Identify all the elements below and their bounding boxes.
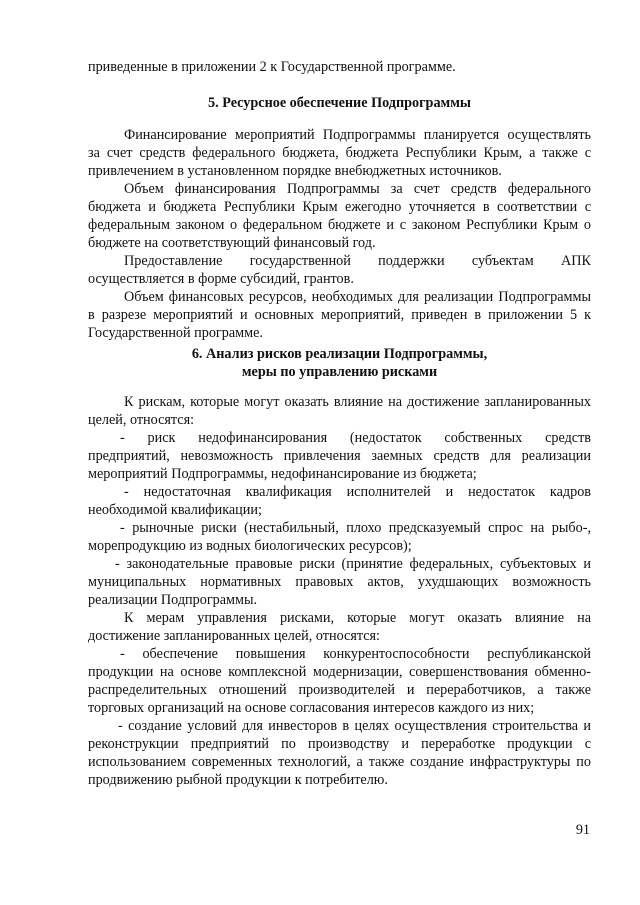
text-line: бюджете на соответствующий финансовый год. xyxy=(88,235,376,251)
text-line: - риск недофинансирования (недостаток собственных средств xyxy=(120,430,591,446)
text-line: распределительных отношений производителей и переработчиков, а также xyxy=(88,682,591,698)
text-line: - обеспечение повышения конкурентоспособности республиканской xyxy=(120,646,591,662)
text-line: - рыночные риски (нестабильный, плохо предсказуемый спрос на рыбо-, xyxy=(120,520,591,536)
text-line: привлечением в установленном порядке внебюджетных источников. xyxy=(88,163,502,179)
text-line: реализации Подпрограммы. xyxy=(88,592,258,608)
section-5-heading: 5. Ресурсное обеспечение Подпрограммы xyxy=(208,95,471,111)
text-line: - законодательные правовые риски (принятие федеральных, субъектовых и xyxy=(115,556,591,572)
text-line: мероприятий Подпрограммы, недофинансирование из бюджета; xyxy=(88,466,477,482)
text-line: К мерам управления рисками, которые могут оказать влияние на xyxy=(124,610,591,626)
text-line: морепродукцию из водных биологических ресурсов); xyxy=(88,538,412,554)
text-line: осуществляется в форме субсидий, грантов. xyxy=(88,271,354,287)
text-line: необходимой квалификации; xyxy=(88,502,262,518)
text-line: Финансирование мероприятий Подпрограммы планируется осуществлять xyxy=(124,127,591,143)
text-line: муниципальных нормативных правовых актов, ухудшающих возможность xyxy=(88,574,591,590)
text-line: использованием современных технологий, а также создание инфраструктуры по xyxy=(88,754,591,770)
text-line: целей, относятся: xyxy=(88,412,195,428)
text-line: Предоставление государственной поддержки субъектам АПК xyxy=(124,253,591,269)
intro-line: приведенные в приложении 2 к Государственной программе. xyxy=(88,59,456,75)
page-number: 91 xyxy=(575,822,590,838)
text-line: - недостаточная квалификация исполнителей и недостаток кадров xyxy=(124,484,591,500)
text-line: реконструкции предприятий по производству и переработке продукции с xyxy=(88,736,591,752)
text-line: бюджета и бюджета Республики Крым ежегодно уточняется в соответствии с xyxy=(88,199,591,215)
text-line: в разрезе мероприятий и основных мероприятий, приведен в приложении 5 к xyxy=(88,307,591,323)
text-line: Объем финансовых ресурсов, необходимых для реализации Подпрограммы xyxy=(124,289,591,305)
text-line: Государственной программе. xyxy=(88,325,263,341)
text-line: продвижению рыбной продукции к потребителю. xyxy=(88,772,388,788)
text-line: продукции на основе комплексной модернизации, совершенствования обменно- xyxy=(88,664,591,680)
text-line: предприятий, невозможность привлечения заемных средств для реализации xyxy=(88,448,591,464)
text-line: К рискам, которые могут оказать влияние на достижение запланированных xyxy=(124,394,591,410)
text-line: Объем финансирования Подпрограммы за счет средств федерального xyxy=(124,181,591,197)
text-line: за счет средств федерального бюджета, бюджета Республики Крым, а также с xyxy=(88,145,591,161)
section-6-heading-line-1: 6. Анализ рисков реализации Подпрограммы, xyxy=(191,346,488,362)
section-6-heading-line-2: меры по управлению рисками xyxy=(241,364,438,380)
text-line: федеральным законом о федеральном бюджете и с законом Республики Крым о xyxy=(88,217,591,233)
text-line: торговых организаций на основе согласования интересов каждого из них; xyxy=(88,700,535,716)
text-line: - создание условий для инвесторов в целях осуществления строительства и xyxy=(118,718,591,734)
text-line: достижение запланированных целей, относятся: xyxy=(88,628,380,644)
